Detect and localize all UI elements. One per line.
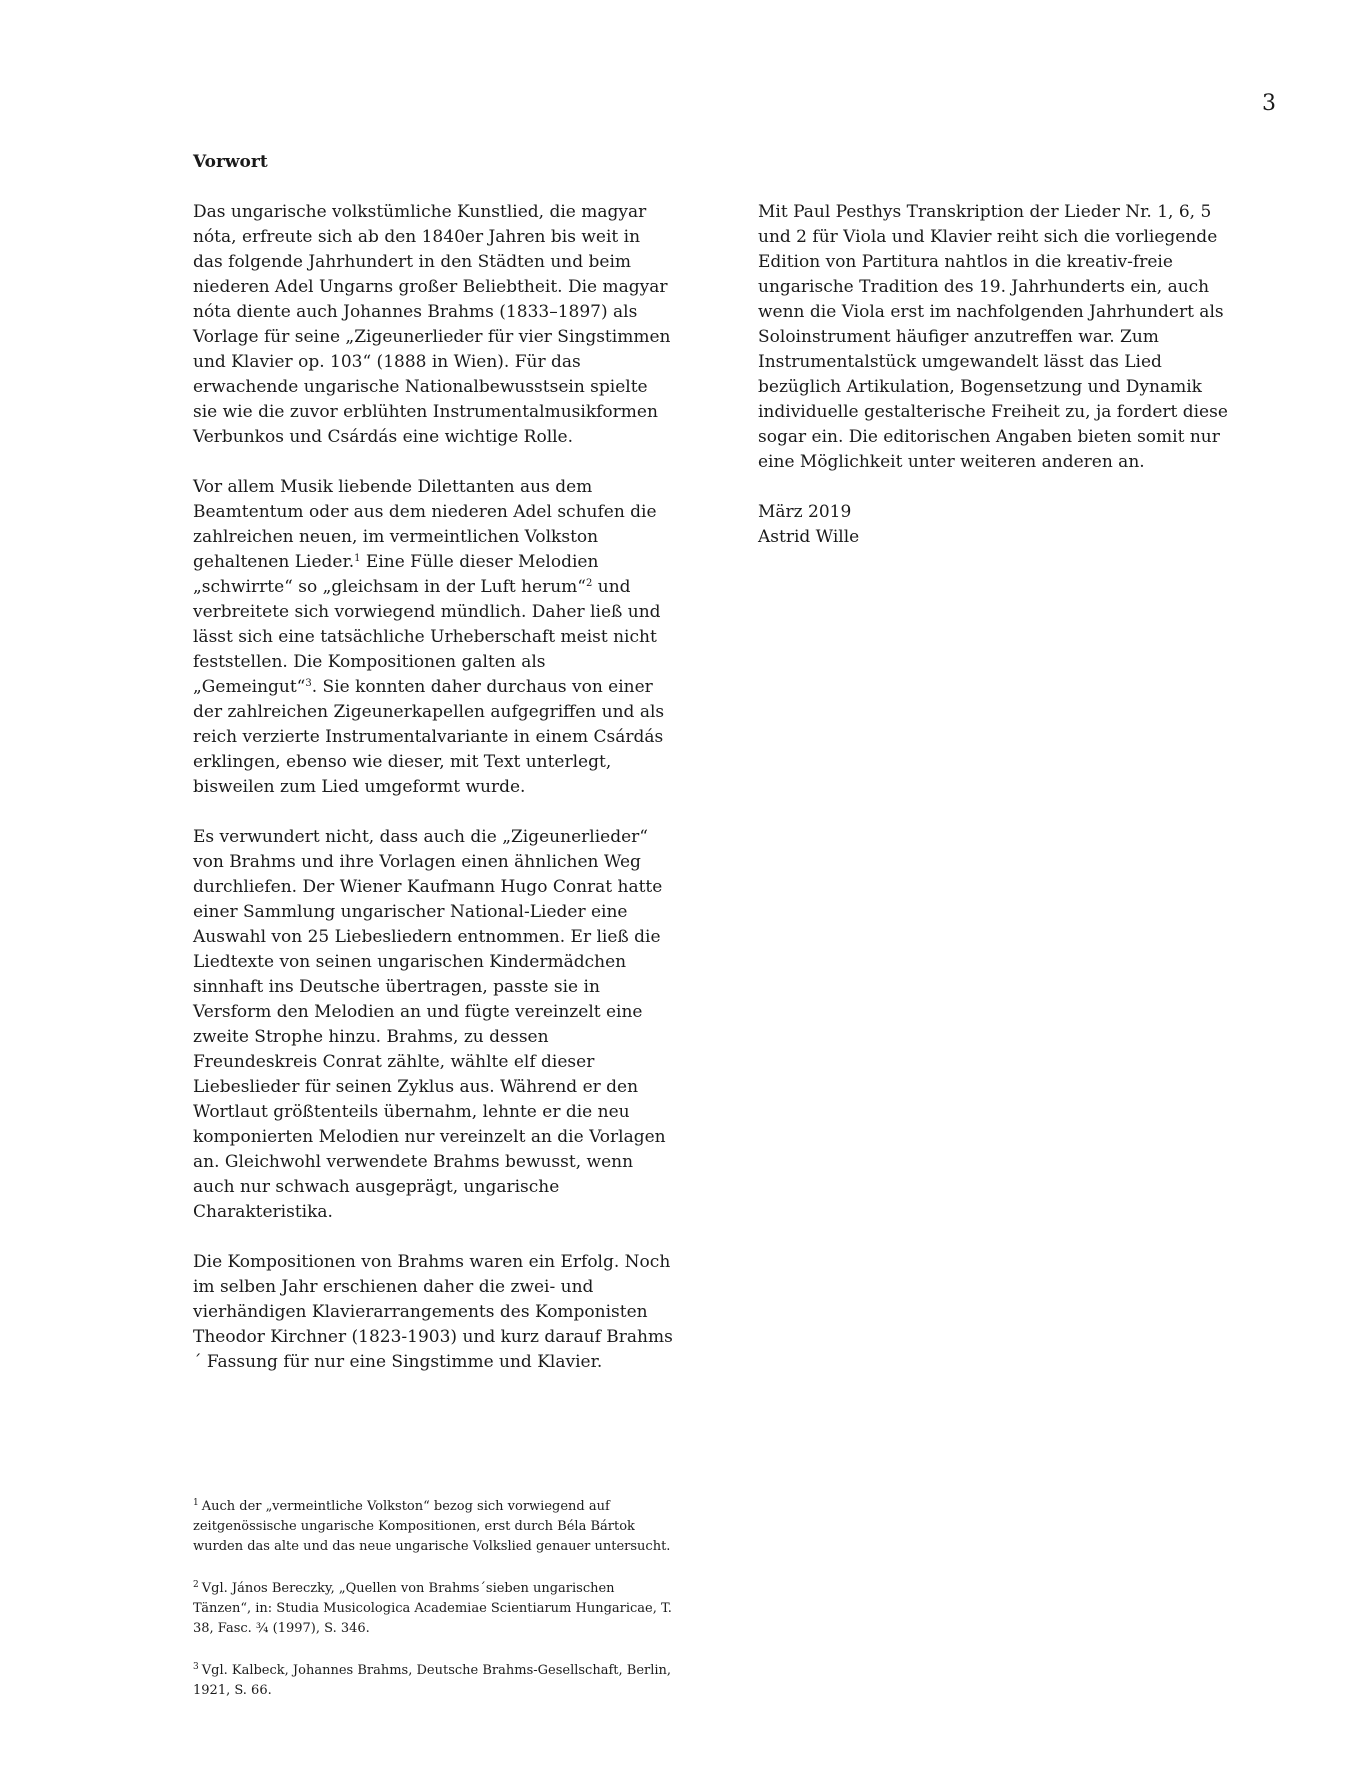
paragraph-2-part-d: . Sie konnten daher durchaus von einer der zahlreichen Zigeunerkapellen aufgegriffen und als reich verzierte Instrumentalvariante in einem Csárdás erklingen, ebenso wie dieser, mit Text unterlegt, bisweilen zum Lied umgeformt wurde. (193, 677, 665, 797)
signature-date: März 2019 (758, 502, 852, 522)
paragraph-4: Die Kompositionen von Brahms waren ein Erfolg. Noch im selben Jahr erschienen daher die zwei- und vierhändigen Klavierarrangements des Komponisten Theodor Kirchner (1823-1903) und kurz darauf Brahms´ Fassung für nur eine Singstimme und Klavier. (193, 1252, 673, 1372)
page-heading: Vorwort (193, 152, 268, 172)
footnote-2 (193, 1579, 673, 1639)
footnote-ref-2: 2 (586, 578, 593, 589)
footnote-3-text: Vgl. Kalbeck, Johannes Brahms, Deutsche Brahms-Gesellschaft, Berlin, 1921, S. 66. (193, 1663, 672, 1698)
footnote-1 (193, 1497, 673, 1557)
footnote-1-text: Auch der „vermeintliche Volkston“ bezog sich vorwiegend auf zeitgenössische ungarische Kompositionen, erst durch Béla Bártok wurden das alte und das neue ungarische Volkslied genauer untersucht. (193, 1499, 671, 1554)
paragraph-2 (193, 475, 673, 800)
paragraph-5: Mit Paul Pesthys Transkription der Lieder Nr. 1, 6, 5 und 2 für Viola und Klavier reiht sich die vorliegende Edition von Partitura nahtlos in die kreativ-freie ungarische Tradition des 19. Jahrhunderts ein, auch wenn die Viola erst im nachfolgenden Jahrhundert als Soloinstrument häufiger anzutreffen war. Zum Instrumentalstück umgewandelt lässt das Lied bezüglich Artikulation, Bogensetzung und Dynamik individuelle gestalterische Freiheit zu, ja fordert diese sogar ein. Die editorischen Angaben bieten somit nur eine Möglichkeit unter weiteren anderen an. (758, 202, 1228, 472)
paragraph-3: Es verwundert nicht, dass auch die „Zigeunerlieder“ von Brahms und ihre Vorlagen einen ähnlichen Weg durchliefen. Der Wiener Kaufmann Hugo Conrat hatte einer Sammlung ungarischer National-Lieder eine Auswahl von 25 Liebesliedern entnommen. Er ließ die Liedtexte von seinen ungarischen Kindermädchen sinnhaft ins Deutsche übertragen, passte sie in Versform den Melodien an und fügte vereinzelt eine zweite Strophe hinzu. Brahms, zu dessen Freundeskreis Conrat zählte, wählte elf dieser Liebeslieder für seinen Zyklus aus. Während er den Wortlaut größtenteils übernahm, lehnte er die neu komponierten Melodien nur vereinzelt an die Vorlagen an. Gleichwohl verwendete Brahms bewusst, wenn auch nur schwach ausgeprägt, ungarische Charakteristika. (193, 827, 666, 1222)
footnote-3-number: 3 (193, 1662, 199, 1672)
signature-author: Astrid Wille (758, 527, 860, 547)
footnote-ref-1: 1 (354, 553, 361, 564)
left-column (193, 200, 673, 1400)
footnote-3 (193, 1661, 673, 1701)
paragraph-2-part-b: Eine Fülle dieser Melodien „schwirrte“ so „gleichsam in der Luft herum“ (193, 552, 599, 597)
footnote-1-number: 1 (193, 1498, 199, 1508)
paragraph-2-part-a: Vor allem Musik liebende Dilettanten aus dem Beamtentum oder aus dem niederen Adel schufen die zahlreichen neuen, im vermeintlichen Volkston gehaltenen Lieder. (193, 477, 657, 572)
paragraph-1: Das ungarische volkstümliche Kunstlied, die magyar nóta, erfreute sich ab den 1840er Jahren bis weit in das folgende Jahrhundert in den Städten und beim niederen Adel Ungarns großer Beliebtheit. Die magyar nóta diente auch Johannes Brahms (1833–1897) als Vorlage für seine „Zigeunerlieder für vier Singstimmen und Klavier op. 103“ (1888 in Wien). Für das erwachende ungarische Nationalbewusstsein spielte sie wie die zuvor erblühten Instrumentalmusikformen Verbunkos und Csárdás eine wichtige Rolle. (193, 202, 671, 447)
footnote-ref-3: 3 (305, 678, 312, 689)
paragraph-2-part-c: und verbreitete sich vorwiegend mündlich. Daher ließ und lässt sich eine tatsächliche Urheberschaft meist nicht feststellen. Die Kompositionen galten als „Gemeingut“ (193, 577, 661, 697)
footnotes (193, 1497, 673, 1723)
page-number: 3 (1262, 91, 1276, 116)
footnote-2-text: Vgl. János Bereczky, „Quellen von Brahms´sieben ungarischen Tänzen“, in: Studia Musicologica Academiae Scientiarum Hungaricae, T. 38, Fasc. ¾ (1997), S. 346. (193, 1581, 672, 1636)
footnote-2-number: 2 (193, 1580, 199, 1590)
right-column (758, 200, 1238, 550)
